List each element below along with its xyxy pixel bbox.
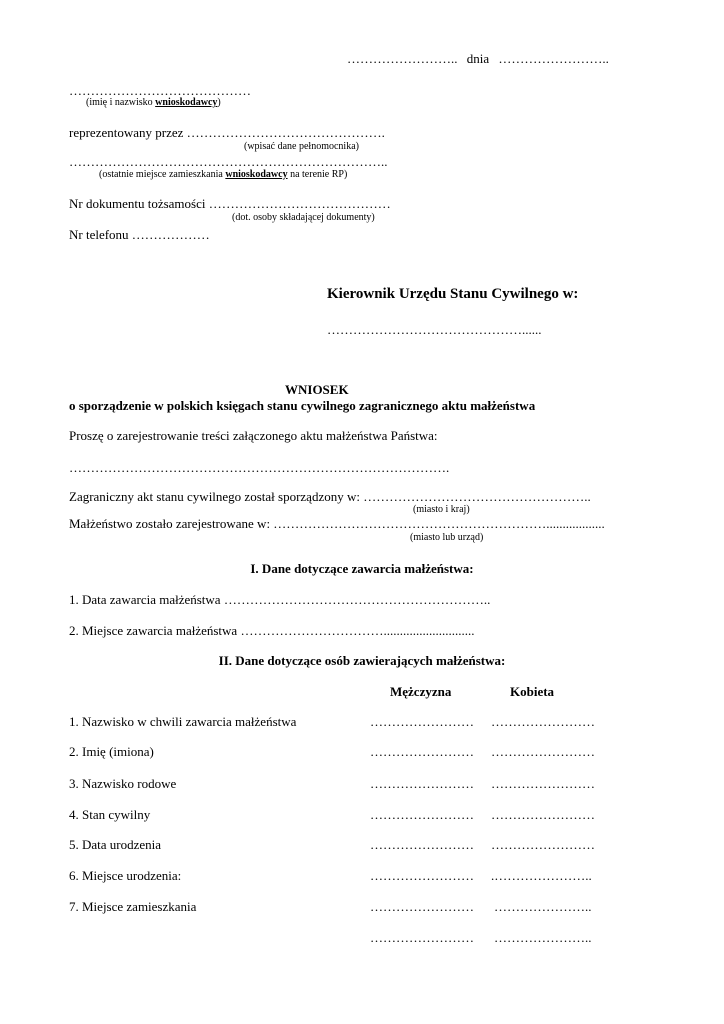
registered-line: Małżeństwo zostało zarejestrowane w: ……………………………………………………….................. <box>69 516 605 531</box>
represented-by-line: reprezentowany przez ………………………………………. <box>69 125 385 140</box>
applicant-caption-end: ) <box>217 97 221 108</box>
section1-title: I. Dane dotyczące zawarcia małżeństwa: <box>250 561 474 576</box>
represented-caption: (wpisać dane pełnomocnika) <box>244 141 359 152</box>
applicant-caption-bold: wnioskodawcy <box>155 97 218 108</box>
residence-caption-text: (ostatnie miejsce zamieszkania <box>99 169 226 180</box>
registered-caption: (miasto lub urząd) <box>410 532 484 543</box>
residence-caption-bold: wnioskodawcy <box>225 169 288 180</box>
section1-item-date: 1. Data zawarcia małżeństwa …………………………………………………….. <box>69 592 491 607</box>
foreign-act-line: Zagraniczny akt stanu cywilnego został sporządzony w: …………………………………………….. <box>69 489 591 504</box>
row-woman-value: ………………….. <box>494 930 592 945</box>
request-title: WNIOSEK <box>285 382 349 397</box>
row-label: 3. Nazwisko rodowe <box>69 776 177 791</box>
row-label: 5. Data urodzenia <box>69 837 162 852</box>
id-document-caption: (dot. osoby składającej dokumenty) <box>232 212 375 223</box>
applicant-caption <box>86 97 221 108</box>
section1-item-place: 2. Miejsce zawarcia małżeństwa ……………………………............................ <box>69 623 475 638</box>
row-man-value: …………………… <box>370 837 474 852</box>
row-label: 6. Miejsce urodzenia: <box>69 868 182 883</box>
id-document-line: Nr dokumentu tożsamości …………………………………… <box>69 196 391 211</box>
row-woman-value: …………………… <box>491 807 595 822</box>
column-woman: Kobieta <box>510 684 555 699</box>
date-line <box>347 51 609 67</box>
date-place-dots: …………………….. <box>347 51 458 66</box>
row-label: 2. Imię (imiona) <box>69 744 154 759</box>
row-woman-value: …………………… <box>491 714 595 729</box>
column-man: Mężczyzna <box>390 684 452 699</box>
row-label: 1. Nazwisko w chwili zawarcia małżeństwa <box>69 714 297 729</box>
row-woman-value: …………………… <box>491 744 595 759</box>
residence-caption-end: na terenie RP) <box>287 169 348 180</box>
date-word: dnia <box>466 51 490 66</box>
row-man-value: …………………… <box>370 807 474 822</box>
row-woman-value: .………………….. <box>491 868 592 883</box>
request-subtitle: o sporządzenie w polskich księgach stanu cywilnego zagranicznego aktu małżeństwa <box>69 398 536 413</box>
row-man-value: …………………… <box>370 868 474 883</box>
date-value-dots: …………………….. <box>498 51 609 66</box>
section2-title: II. Dane dotyczące osób zawierających małżeństwa: <box>218 653 506 668</box>
addressee-title: Kierownik Urzędu Stanu Cywilnego w: <box>327 286 579 302</box>
row-man-value: …………………… <box>370 899 474 914</box>
row-woman-value: ………………….. <box>494 899 592 914</box>
row-man-value: …………………… <box>370 776 474 791</box>
row-man-value: …………………… <box>370 714 474 729</box>
addressee-line: ………………………………………...... <box>327 322 542 337</box>
names-line: ……………………………………………………………………………. <box>69 460 450 475</box>
row-label: 7. Miejsce zamieszkania <box>69 899 197 914</box>
row-woman-value: …………………… <box>491 776 595 791</box>
row-man-value: …………………… <box>370 744 474 759</box>
row-label: 4. Stan cywilny <box>69 807 151 822</box>
request-intro: Proszę o zarejestrowanie treści załączonego aktu małżeństwa Państwa: <box>69 428 438 443</box>
applicant-name-line: …………………………………… <box>69 83 251 98</box>
row-woman-value: …………………… <box>491 837 595 852</box>
row-man-value: …………………… <box>370 930 474 945</box>
phone-line: Nr telefonu ……………… <box>69 227 210 242</box>
residence-caption <box>99 169 347 180</box>
foreign-act-caption: (miasto i kraj) <box>413 504 470 515</box>
residence-line: ……………………………………………………………….. <box>69 154 388 169</box>
applicant-caption-text: (imię i nazwisko <box>86 97 156 108</box>
